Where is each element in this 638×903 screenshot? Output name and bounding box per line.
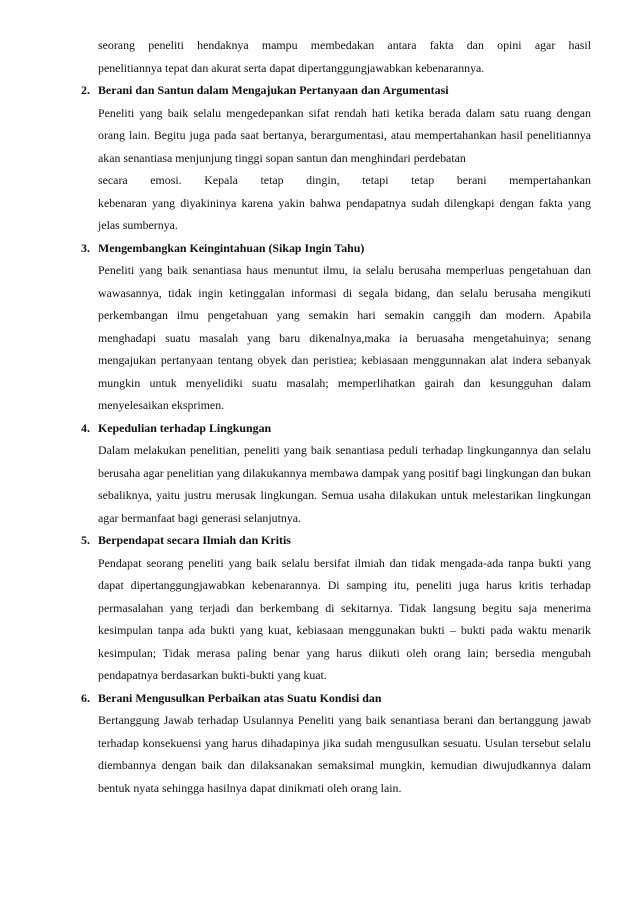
item-heading: Kepedulian terhadap Lingkungan (98, 420, 272, 435)
item-heading: Berani dan Santun dalam Mengajukan Pertanyaan dan Argumentasi (98, 83, 449, 97)
item-paragraph-part-b: secara emosi. Kepala tetap dingin, tetapi tetap berani mempertahankan (98, 173, 591, 187)
item-number: 2. (81, 83, 90, 97)
list-item-4 (81, 417, 591, 530)
list-item-3 (81, 237, 591, 417)
item-paragraph: Peneliti yang baik senantiasa haus menuntut ilmu, ia selalu berusaha memperluas pengetahuan dan wawasannya, tidak ingin ketinggalan informasi di segala bidang, dan selalu berusaha mengikuti perkembangan ilmu pengetahuan yang semakin hari semakin canggih dan modern. Apabila menghadapi suatu masalah yang baru dikenalnya,maka ia beruasaha mengetahuinya; senang mengajukan pertanyaan tentang obyek dan peristiea; kebiasaan menggunnakan alat indera sebanyak mungkin untuk menyelidiki suatu masalah; memperlihatkan gairah dan kesungguhan dalam menyelesaikan eksprimen. (98, 263, 591, 412)
item-paragraph-part-a: Peneliti yang baik selalu mengedepankan sifat rendah hati ketika berada dalam satu ruang dengan orang lain. Begitu juga pada saat bertanya, berargumentasi, atau mempertahankan hasil penelitiannya akan senantiasa menjunjung tinggi sopan santun dan menghindari perdebatan (98, 105, 591, 165)
item-heading: Berpendapat secara Ilmiah dan Kritis (98, 533, 291, 547)
list-item-2 (81, 79, 591, 237)
item-number: 4. (81, 420, 90, 435)
intro-paragraph (81, 34, 591, 79)
document-page (81, 34, 591, 799)
item-heading: Berani Mengusulkan Perbaikan atas Suatu Kondisi dan (98, 690, 382, 705)
item-number: 3. (81, 240, 90, 255)
list-item-6 (81, 687, 591, 800)
intro-line-1: seorang peneliti hendaknya mampu membedakan antara fakta dan opini agar hasil (98, 38, 591, 52)
item-number: 5. (81, 533, 90, 547)
list-item-5 (81, 529, 591, 687)
intro-line-2: penelitiannya tepat dan akurat serta dapat dipertanggungjawabkan kebenarannya. (98, 60, 485, 75)
item-paragraph: Bertanggung Jawab terhadap Usulannya Peneliti yang baik senantiasa berani dan bertanggung jawab terhadap konsekuensi yang harus dihadapinya jika sudah mengusulkan sesuatu. Usulan tersebut selalu diembannya dengan baik dan dilaksanakan semaksimal mungkin, kemudian diwujudkannya dalam bentuk nyata sehingga hasilnya dapat dinikmati oleh orang lain. (98, 713, 591, 795)
item-heading: Mengembangkan Keingintahuan (Sikap Ingin Tahu) (98, 240, 365, 255)
item-paragraph (81, 102, 591, 237)
item-paragraph-part-c: kebenaran yang diyakininya karena yakin bahwa pendapatnya sudah dilengkapi dengan fakta yang jelas sumbernya. (98, 195, 591, 232)
item-paragraph: Pendapat seorang peneliti yang baik selalu bersifat ilmiah dan tidak mengada-ada tanpa bukti yang dapat dipertanggungjawabkan kebenarannya. Di samping itu, peneliti juga harus kritis terhadap permasalahan yang terjadi dan berkembang di sekitarnya. Tidak langsung begitu saja menerima kesimpulan tanpa ada bukti yang kuat, kebiasaan menggunakan bukti – bukti pada waktu menarik kesimpulan; Tidak merasa paling benar yang harus diikuti oleh orang lain; bersedia mengubah pendapatnya berdasarkan bukti-bukti yang kuat. (98, 555, 591, 682)
item-paragraph: Dalam melakukan penelitian, peneliti yang baik senantiasa peduli terhadap lingkungannya dan selalu berusaha agar penelitian yang dilakukannya membawa dampak yang positif bagi lingkungan dan bukan sebaliknya, yaitu justru merusak lingkungan. Semua usaha dilakukan untuk melestarikan lingkungan agar bermanfaat bagi generasi selanjutnya. (98, 443, 591, 525)
item-number: 6. (81, 690, 90, 705)
